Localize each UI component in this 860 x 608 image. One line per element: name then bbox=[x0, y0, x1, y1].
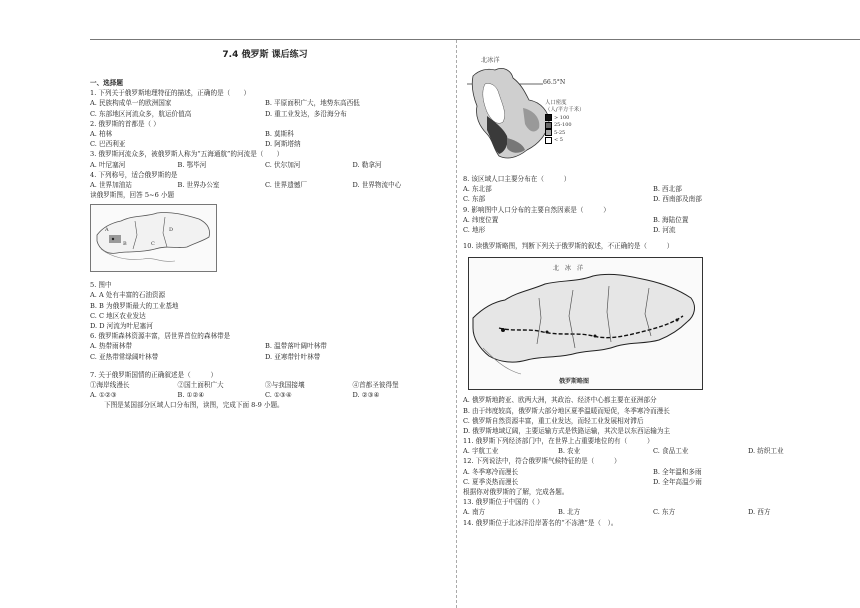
q7-items bbox=[90, 380, 440, 390]
q2-stem: 2. 俄罗斯的首都是（ ） bbox=[90, 119, 160, 128]
q10-option-b: B. 由于纬度较高，俄罗斯大部分地区夏季温暖而短促，冬季寒冷而漫长 bbox=[463, 406, 670, 415]
q5-option-d: D. D 河流为叶尼塞河 bbox=[90, 322, 153, 330]
q7-option-c: C. ①③④ bbox=[265, 391, 292, 400]
q12-option-c: C. 夏季炎热而漫长 bbox=[463, 477, 519, 486]
q7-item-1: ①海岸线漫长 bbox=[90, 380, 130, 389]
legend-item-3 bbox=[545, 129, 585, 137]
q3-option-c: C. 伏尔加河 bbox=[265, 160, 301, 169]
map3-ocean-label: 北冰洋 bbox=[481, 57, 500, 64]
q8-option-c: C. 东部 bbox=[463, 195, 486, 204]
q12-stem: 12. 下列说法中，符合俄罗斯气候特征的是（ ） bbox=[463, 457, 621, 466]
q3-option-d: D. 勒拿河 bbox=[352, 160, 382, 169]
q1-options-row1 bbox=[90, 98, 440, 108]
q14-stem: 14. 俄罗斯位于北冰洋沿岸著名的“不冻港”是（ ）。 bbox=[463, 518, 618, 527]
map1-intro: 读俄罗斯图，回答 5~6 小题 bbox=[90, 191, 175, 200]
q9-stem: 9. 影响图中人口分布的主要自然因素是（ ） bbox=[463, 205, 610, 214]
legend-swatch-1 bbox=[545, 114, 552, 121]
q4-options bbox=[90, 180, 440, 190]
q2-options-row2 bbox=[90, 139, 440, 149]
q2-option-d: D. 阿斯塔纳 bbox=[265, 140, 301, 149]
legend-swatch-3 bbox=[545, 129, 552, 136]
q6-option-a: A. 热带雨林带 bbox=[90, 342, 132, 351]
q12-options-row2 bbox=[463, 477, 843, 487]
q4-option-b: B. 世界办公室 bbox=[177, 180, 220, 189]
q5-option-c: C. C 地区农业发达 bbox=[90, 311, 146, 320]
left-column bbox=[90, 48, 440, 411]
q3-options bbox=[90, 160, 440, 170]
q1-option-c: C. 东部地区河流众多，航运价值高 bbox=[90, 109, 192, 118]
map3-latitude-label: 66.5°N bbox=[543, 79, 566, 86]
q13-intro: 根据你对俄罗斯的了解，完成各题。 bbox=[463, 488, 569, 496]
russia-sketch-map bbox=[468, 257, 703, 390]
q1-option-b: B. 平原面积广大，地势东高西低 bbox=[265, 99, 360, 108]
russia-sketch-map-drawing bbox=[469, 258, 702, 389]
russia-map-small bbox=[90, 204, 217, 272]
q9-options-row2 bbox=[463, 225, 843, 235]
q7-item-3: ③与我国接壤 bbox=[265, 380, 305, 389]
legend-text-1: > 100 bbox=[554, 114, 570, 121]
q1-options-row2 bbox=[90, 109, 440, 119]
q8-options-row2 bbox=[463, 194, 843, 204]
population-density-map bbox=[463, 48, 585, 168]
map2-ocean-label: 北 冰 洋 bbox=[553, 265, 584, 273]
q9-options-row1 bbox=[463, 215, 843, 225]
q10-option-a: A. 俄罗斯地跨亚、欧两大洲，其政治、经济中心都主要在亚洲部分 bbox=[463, 396, 657, 405]
q8-intro: 下图是某国部分区域人口分布图，读图，完成下面 8-9 小题。 bbox=[104, 401, 284, 410]
map3-legend bbox=[545, 100, 585, 144]
q1-option-d: D. 重工业发达，多沿海分布 bbox=[265, 109, 347, 118]
q9-option-a: A. 纬度位置 bbox=[463, 215, 499, 224]
q6-option-c: C. 亚热带常绿阔叶林带 bbox=[90, 352, 159, 361]
map2-caption: 俄罗斯略图 bbox=[559, 378, 590, 386]
q11-option-a: A. 宇航工业 bbox=[463, 447, 499, 456]
q6-options-row2 bbox=[90, 352, 440, 362]
header-rule bbox=[90, 39, 860, 40]
q10-option-c: C. 俄罗斯自然资源丰富，重工业发达，而轻工业发展相对滞后 bbox=[463, 416, 644, 425]
map1-label-b: B bbox=[123, 241, 127, 248]
q13-stem: 13. 俄罗斯位于中国的（ ） bbox=[463, 498, 544, 507]
q6-options-row1 bbox=[90, 341, 440, 351]
legend-swatch-2 bbox=[545, 122, 552, 129]
map1-label-a: A bbox=[105, 227, 109, 234]
q5-stem: 5. 图中 bbox=[90, 281, 112, 290]
legend-text-4: < 5 bbox=[554, 137, 563, 144]
q3-option-a: A. 叶尼塞河 bbox=[90, 160, 126, 169]
q2-option-b: B. 莫斯科 bbox=[265, 129, 294, 138]
q4-option-d: D. 世界物流中心 bbox=[352, 180, 402, 189]
map3-legend-title: 人口密度 （人/平方千米） bbox=[545, 100, 585, 113]
q12-option-a: A. 冬季寒冷而漫长 bbox=[463, 467, 519, 476]
q13-options bbox=[463, 507, 843, 517]
q12-option-d: D. 全年高温少雨 bbox=[653, 477, 702, 486]
q7-item-4: ④首都圣彼得堡 bbox=[352, 380, 399, 389]
q9-option-d: D. 河流 bbox=[653, 225, 676, 234]
q6-option-b: B. 温带落叶阔叶林带 bbox=[265, 342, 327, 351]
q8-option-d: D. 西南部及南部 bbox=[653, 195, 702, 204]
q12-option-b: B. 全年温和多雨 bbox=[653, 467, 702, 476]
right-column bbox=[463, 48, 843, 528]
q4-option-a: A. 世界加油站 bbox=[90, 180, 132, 189]
q3-stem: 3. 俄罗斯河流众多，被俄罗斯人称为“五海通航”的河流是（ ） bbox=[90, 150, 284, 159]
legend-text-3: 5-25 bbox=[554, 129, 566, 136]
q1-option-a: A. 民族构成单一的欧洲国家 bbox=[90, 99, 172, 108]
q13-option-d: D. 西方 bbox=[748, 508, 771, 517]
q8-stem: 8. 该区域人口主要分布在（ ） bbox=[463, 175, 571, 183]
q7-option-a: A. ①②③ bbox=[90, 391, 117, 400]
q10-option-d: D. 俄罗斯地域辽阔，主要运输方式是铁路运输，其次是以东西运输为主 bbox=[463, 426, 671, 435]
q11-option-c: C. 食品工业 bbox=[653, 447, 689, 456]
legend-swatch-4 bbox=[545, 137, 552, 144]
q7-option-b: B. ①②④ bbox=[177, 391, 205, 400]
q9-option-c: C. 地形 bbox=[463, 225, 486, 234]
q2-options-row1 bbox=[90, 129, 440, 139]
q4-stem: 4. 下列称号，适合俄罗斯的是 bbox=[90, 170, 178, 179]
q8-options-row1 bbox=[463, 184, 843, 194]
q7-options bbox=[90, 390, 440, 400]
q7-item-2: ②国土面积广大 bbox=[177, 380, 224, 389]
q6-stem: 6. 俄罗斯森林资源丰富，居世界首位的森林带是 bbox=[90, 332, 231, 341]
q10-stem: 10. 读俄罗斯略图，判断下列关于俄罗斯的叙述，不正确的是（ ） bbox=[463, 242, 674, 251]
q5-option-b: B. B 为俄罗斯最大的工业基地 bbox=[90, 301, 179, 310]
map1-label-d: D bbox=[169, 227, 174, 234]
q11-options bbox=[463, 446, 843, 456]
q6-option-d: D. 亚寒带针叶林带 bbox=[265, 352, 321, 361]
map1-label-c: C bbox=[151, 241, 155, 248]
q5-option-a: A. A 处有丰富的石油资源 bbox=[90, 291, 166, 300]
page-title: 7.4 俄罗斯 课后练习 bbox=[222, 50, 308, 60]
column-divider bbox=[456, 40, 457, 608]
q1-stem: 1. 下列关于俄罗斯地理特征的描述，正确的是（ ） bbox=[90, 89, 251, 98]
legend-text-2: 25-100 bbox=[554, 122, 572, 129]
q7-option-d: D. ②③④ bbox=[352, 391, 380, 400]
q11-option-d: D. 纺织工业 bbox=[748, 447, 784, 456]
q9-option-b: B. 海陆位置 bbox=[653, 215, 689, 224]
q2-option-a: A. 柏林 bbox=[90, 129, 113, 138]
russia-map-small-drawing bbox=[91, 205, 216, 271]
q2-option-c: C. 巴西利亚 bbox=[90, 140, 126, 149]
q13-option-b: B. 北方 bbox=[558, 508, 581, 517]
q4-option-c: C. 世界遗憾厂 bbox=[265, 180, 307, 189]
q11-stem: 11. 俄罗斯下列经济部门中，在世界上占重要地位的有（ ） bbox=[463, 437, 654, 446]
q8-option-b: B. 西北部 bbox=[653, 185, 682, 194]
q13-option-a: A. 南方 bbox=[463, 508, 486, 517]
q12-options-row1 bbox=[463, 467, 843, 477]
q11-option-b: B. 农业 bbox=[558, 447, 581, 456]
q8-option-a: A. 东北部 bbox=[463, 185, 492, 194]
section-heading: 一、选择题 bbox=[90, 79, 123, 87]
q7-stem: 7. 关于俄罗斯国情的正确叙述是（ ） bbox=[90, 370, 218, 379]
q13-option-c: C. 东方 bbox=[653, 508, 676, 517]
q3-option-b: B. 鄂毕河 bbox=[177, 160, 207, 169]
